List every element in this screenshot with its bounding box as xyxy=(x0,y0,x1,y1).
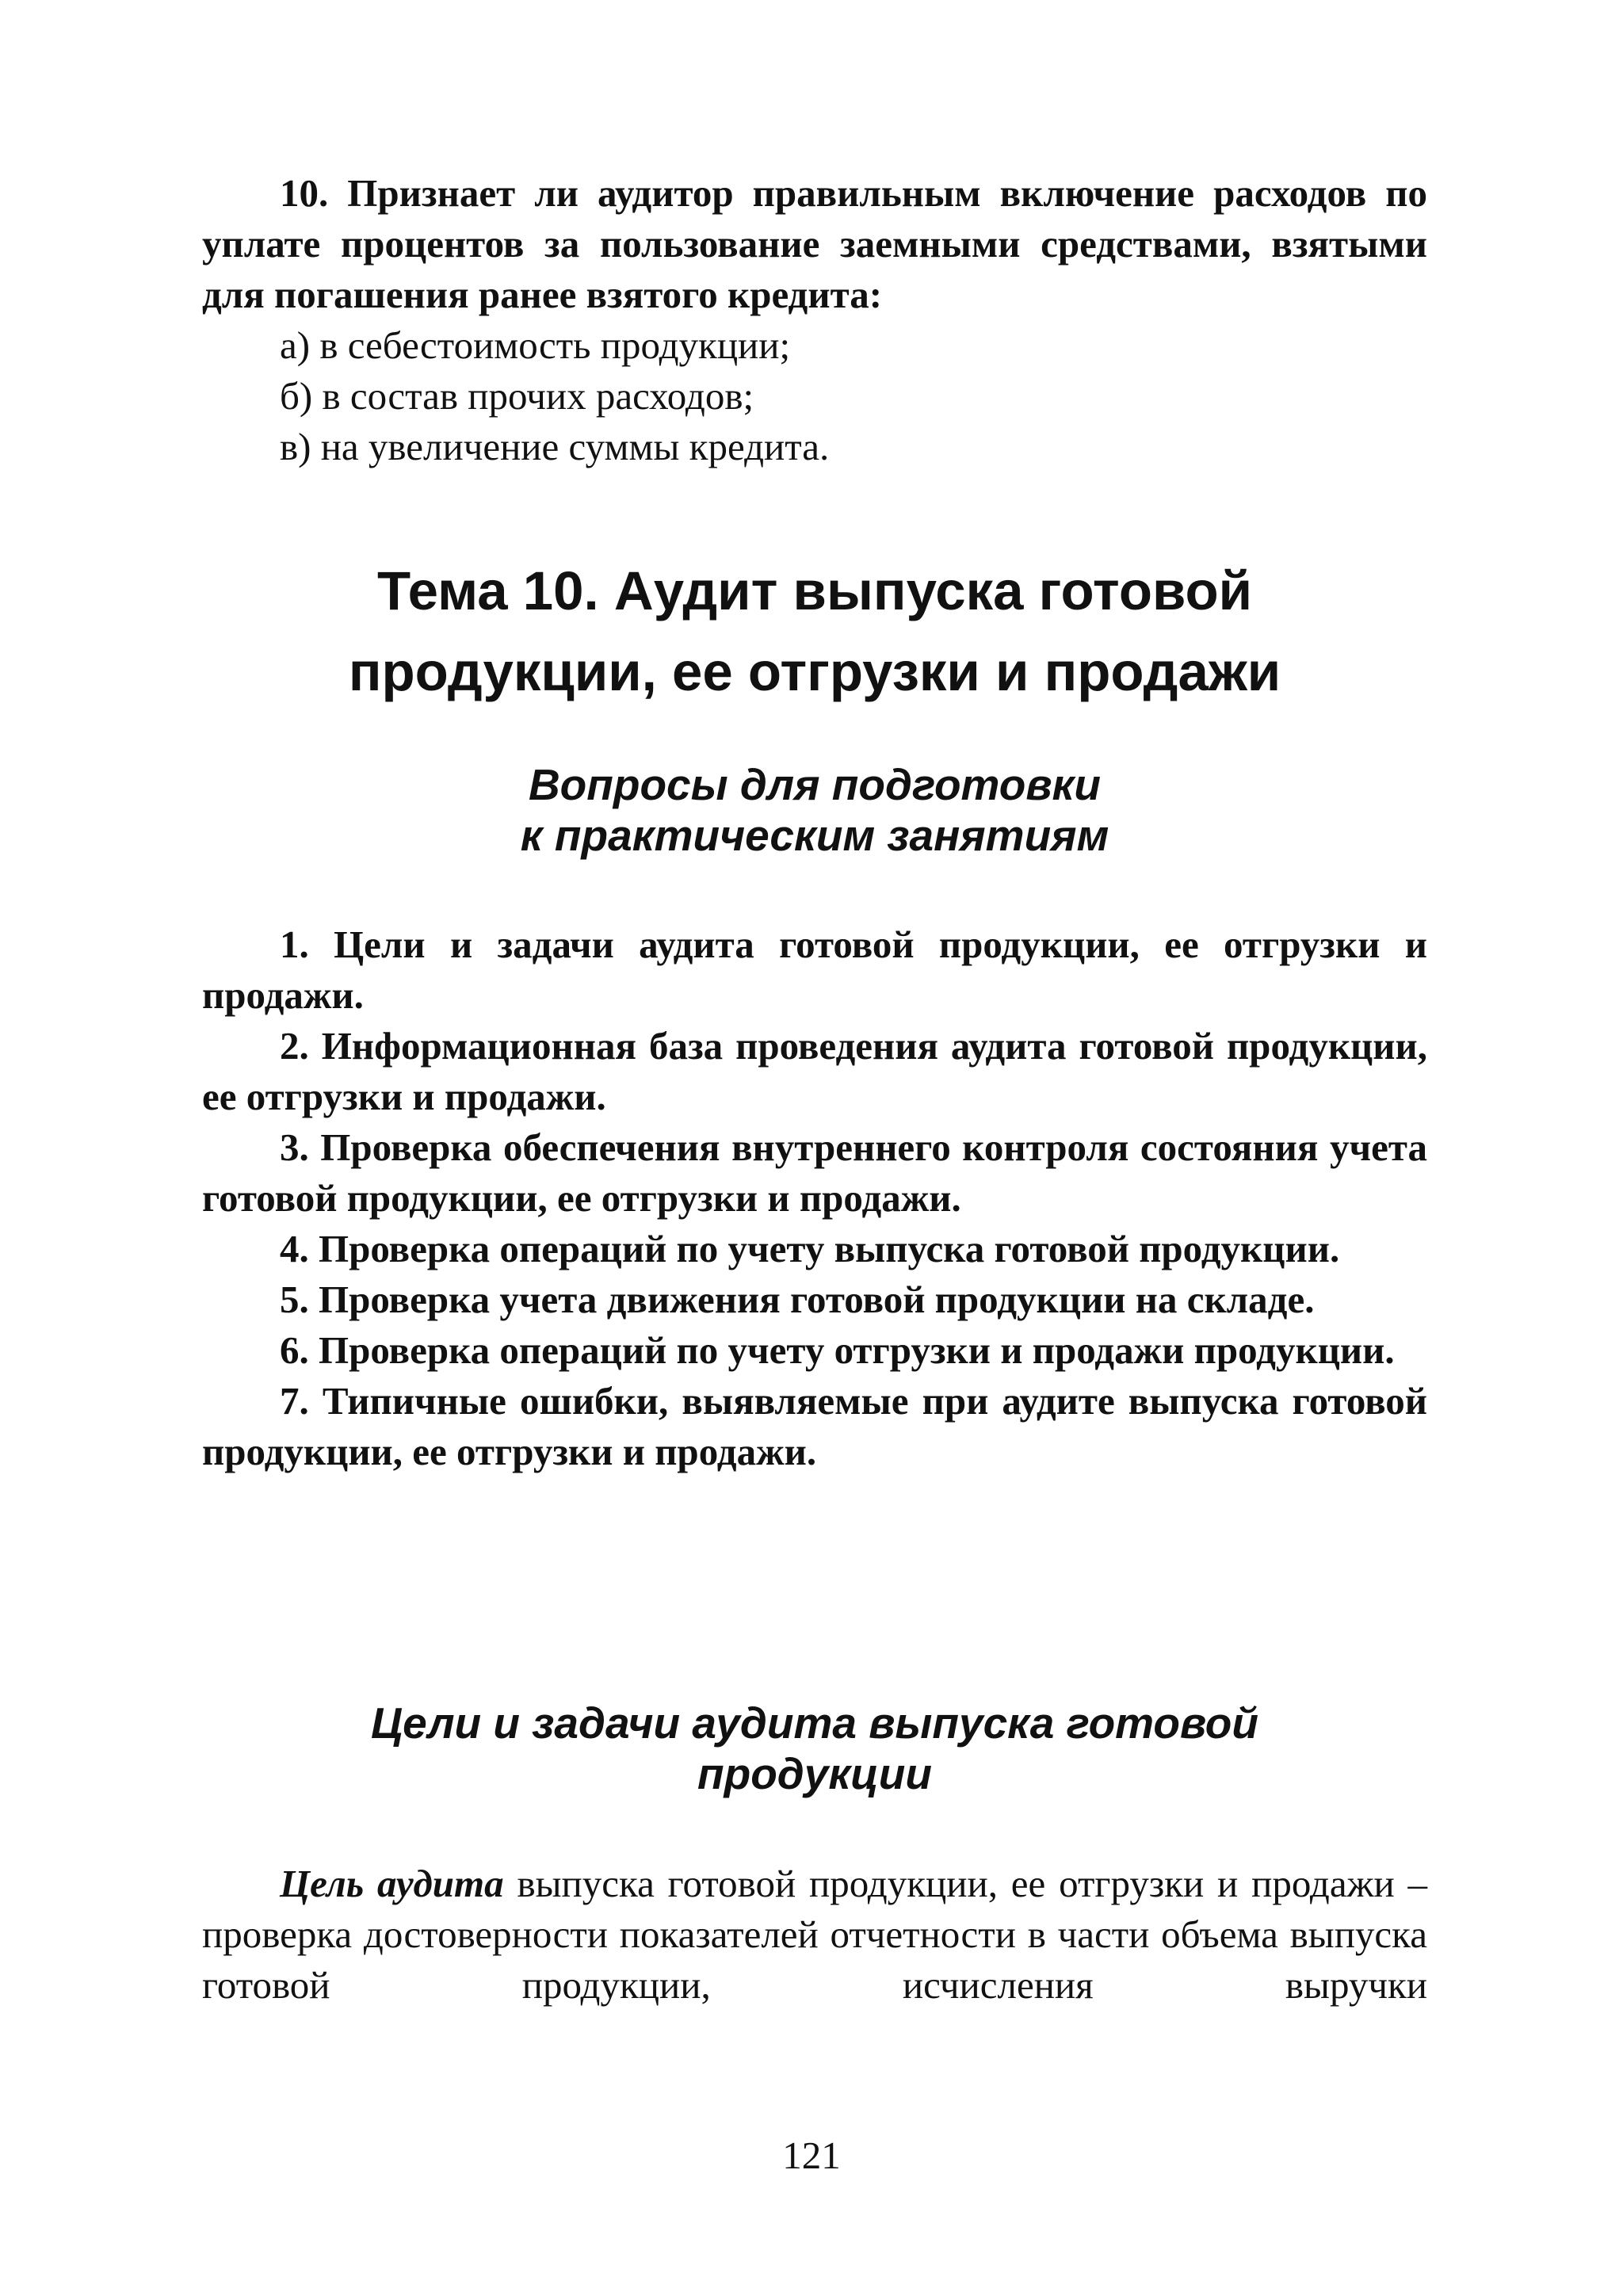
goal-term: Цель аудита xyxy=(280,1862,504,1905)
goals-paragraph xyxy=(202,1859,1427,2011)
list-item: 7. Типичные ошибки, выявляемые при аудите выпуска готовой продукции, ее отгрузки и продажи. xyxy=(202,1379,1427,1473)
list-item: 4. Проверка операций по учету выпуска готовой продукции. xyxy=(280,1227,1340,1270)
question-10-option-c: в) на увеличение суммы кредита. xyxy=(280,425,830,468)
questions-heading-line-2: к практическим занятиям xyxy=(520,811,1109,860)
page-number: 121 xyxy=(782,2134,841,2177)
list-item: 3. Проверка обеспечения внутреннего контроля состояния учета готовой продукции, ее отгрузки и продажи. xyxy=(202,1125,1427,1220)
questions-section-heading xyxy=(202,759,1427,861)
list-item: 2. Информационная база проведения аудита готовой продукции, ее отгрузки и продажи. xyxy=(202,1024,1427,1118)
goals-section-heading xyxy=(202,1698,1427,1799)
topic-heading-line-2: продукции, ее отгрузки и продажи xyxy=(348,641,1281,702)
list-item: 1. Цели и задачи аудита готовой продукции, ее отгрузки и продажи. xyxy=(202,923,1427,1017)
question-10-title: 10. Признает ли аудитор правильным включение расходов по уплате процентов за пользование заемными средствами, взятыми для погашения ранее взятого кредита: xyxy=(202,171,1427,316)
list-item: 5. Проверка учета движения готовой продукции на складе. xyxy=(280,1278,1315,1321)
question-10-option-b: б) в состав прочих расходов; xyxy=(280,374,754,418)
topic-heading xyxy=(202,551,1427,712)
question-10-block xyxy=(202,168,1427,472)
question-10-option-a: а) в себестоимость продукции; xyxy=(280,323,791,367)
questions-list xyxy=(202,919,1427,1477)
goal-text: выпуска готовой продукции, ее отгрузки и продажи – проверка достоверности показателей отчетности в части объема выпуска готовой продукции, исчисления выручки xyxy=(202,1862,1427,2007)
list-item: 6. Проверка операций по учету отгрузки и продажи продукции. xyxy=(280,1328,1395,1372)
topic-heading-line-1: Тема 10. Аудит выпуска готовой xyxy=(376,560,1253,621)
goals-heading-line-2: продукции xyxy=(697,1749,932,1798)
goals-heading-line-1: Цели и задачи аудита выпуска готовой xyxy=(370,1698,1258,1748)
questions-heading-line-1: Вопросы для подготовки xyxy=(528,760,1102,809)
